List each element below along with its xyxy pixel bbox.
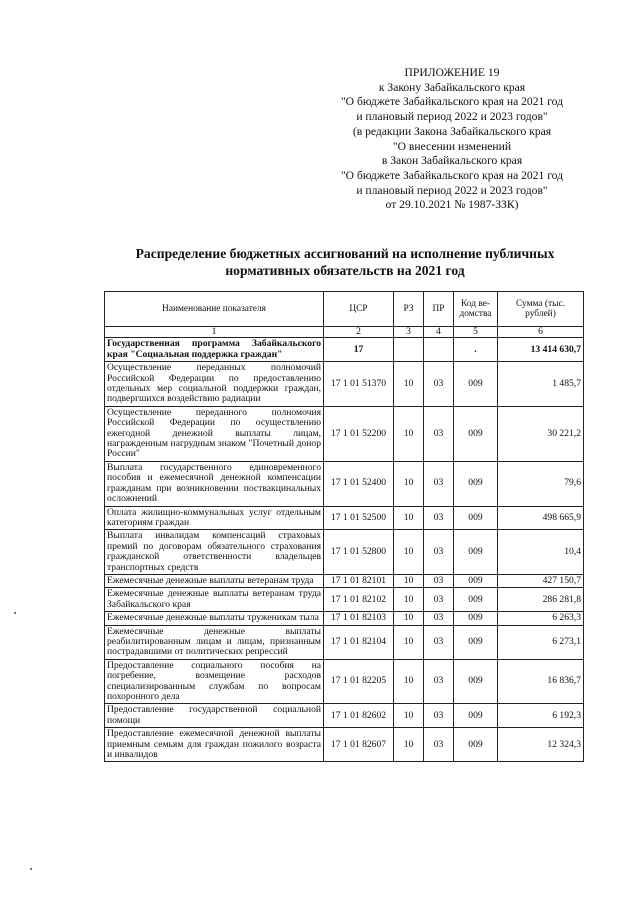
- row-rz: 10: [394, 625, 424, 659]
- row-sum: 10,4: [498, 530, 584, 575]
- header-pr: ПР: [424, 292, 454, 327]
- row-name: Предоставление социального пособия на погребение, возмещение расходов специализированным службам по вопросам похоронного дела: [105, 659, 324, 704]
- row-rz: 10: [394, 574, 424, 587]
- row-name: Ежемесячные денежные выплаты ветеранам труда: [105, 574, 324, 587]
- row-name: Осуществление переданного полномочия Российской Федерации по осуществлению ежегодной денежной выплаты лицам, награжденным нагрудным знаком "Почетный донор России": [105, 406, 324, 461]
- row-pr: 03: [424, 574, 454, 587]
- table-row: [105, 704, 584, 728]
- row-name: Предоставление ежемесячной денежной выплаты приемным семьям для граждан пожилого возраста и инвалидов: [105, 728, 324, 762]
- row-rz: 10: [394, 461, 424, 506]
- table-row: [105, 625, 584, 659]
- row-code: 009: [454, 506, 498, 530]
- column-number: 1: [105, 327, 324, 338]
- header-line: "О бюджете Забайкальского края на 2021 год: [340, 95, 564, 109]
- table-row: [105, 338, 584, 362]
- row-code: 009: [454, 574, 498, 587]
- row-pr: [424, 338, 454, 362]
- row-name: Оплата жилищно-коммунальных услуг отдельным категориям граждан: [105, 506, 324, 530]
- row-csr: 17 1 01 82104: [324, 625, 394, 659]
- row-csr: 17 1 01 51370: [324, 362, 394, 407]
- column-number: 5: [454, 327, 498, 338]
- row-sum: 16 836,7: [498, 659, 584, 704]
- row-pr: 03: [424, 612, 454, 625]
- row-code: 009: [454, 728, 498, 762]
- row-rz: 10: [394, 530, 424, 575]
- row-csr: 17 1 01 52500: [324, 506, 394, 530]
- table-row: [105, 659, 584, 704]
- header-line: от 29.10.2021 № 1987-ЗЗК): [385, 198, 519, 212]
- row-sum: 30 221,2: [498, 406, 584, 461]
- row-code: 009: [454, 612, 498, 625]
- row-code: 009: [454, 406, 498, 461]
- table-row: [105, 506, 584, 530]
- scan-speck: [14, 612, 16, 614]
- row-rz: 10: [394, 659, 424, 704]
- row-code: 009: [454, 461, 498, 506]
- row-csr: 17 1 01 82205: [324, 659, 394, 704]
- column-number: 4: [424, 327, 454, 338]
- row-name: Государственная программа Забайкальского края "Социальная поддержка граждан": [105, 338, 324, 362]
- row-code: 009: [454, 704, 498, 728]
- row-csr: 17 1 01 52800: [324, 530, 394, 575]
- header-line: и плановый период 2022 и 2023 годов": [356, 110, 548, 124]
- row-pr: 03: [424, 659, 454, 704]
- budget-table: [104, 291, 584, 762]
- row-code: 009: [454, 625, 498, 659]
- header-line: и плановый период 2022 и 2023 годов": [356, 183, 548, 197]
- row-rz: 10: [394, 612, 424, 625]
- table-row: [105, 588, 584, 612]
- row-rz: 10: [394, 506, 424, 530]
- table-header-row: [105, 292, 584, 327]
- row-pr: 03: [424, 506, 454, 530]
- row-sum: 13 414 630,7: [498, 338, 584, 362]
- header-line: в Закон Забайкальского края: [381, 154, 523, 168]
- column-number: 3: [394, 327, 424, 338]
- row-sum: 79,6: [498, 461, 584, 506]
- row-csr: 17 1 01 52200: [324, 406, 394, 461]
- row-pr: 03: [424, 362, 454, 407]
- appendix-header: [318, 66, 586, 213]
- row-code: 009: [454, 659, 498, 704]
- row-rz: [394, 338, 424, 362]
- row-rz: 10: [394, 362, 424, 407]
- row-sum: 286 281,8: [498, 588, 584, 612]
- title-line-2: нормативных обязательств на 2021 год: [225, 263, 465, 278]
- row-pr: 03: [424, 588, 454, 612]
- table-row: [105, 574, 584, 587]
- row-sum: 6 263,3: [498, 612, 584, 625]
- row-csr: 17 1 01 82101: [324, 574, 394, 587]
- row-pr: 03: [424, 461, 454, 506]
- title-line-1: Распределение бюджетных ассигнований на исполнение публичных: [135, 246, 555, 261]
- row-csr: 17 1 01 82607: [324, 728, 394, 762]
- row-csr: 17: [324, 338, 394, 362]
- row-name: Осуществление переданных полномочий Российской Федерации по предоставлению отдельных мер социальной поддержки граждан, подвергшихся воздействию радиации: [105, 362, 324, 407]
- row-name: Выплата инвалидам компенсаций страховых премий по договорам обязательного страхования гражданской ответственности владельцев транспортных средств: [105, 530, 324, 575]
- row-pr: 03: [424, 728, 454, 762]
- row-code: .: [454, 338, 498, 362]
- header-line: "О бюджете Забайкальского края на 2021 год: [340, 168, 564, 182]
- row-name: Ежемесячные денежные выплаты труженикам тыла: [105, 612, 324, 625]
- column-number-row: [105, 327, 584, 338]
- header-csr: ЦСР: [324, 292, 394, 327]
- header-code: Код ве-домства: [454, 292, 498, 327]
- header-line: (в редакции Закона Забайкальского края: [352, 124, 552, 138]
- column-number: 6: [498, 327, 584, 338]
- row-code: 009: [454, 530, 498, 575]
- appendix-number: ПРИЛОЖЕНИЕ 19: [404, 66, 500, 79]
- table-row: [105, 406, 584, 461]
- row-csr: 17 1 01 82602: [324, 704, 394, 728]
- table-row: [105, 362, 584, 407]
- row-rz: 10: [394, 728, 424, 762]
- row-csr: 17 1 01 82103: [324, 612, 394, 625]
- row-code: 009: [454, 588, 498, 612]
- document-title: [110, 245, 580, 279]
- header-rz: РЗ: [394, 292, 424, 327]
- row-name: Ежемесячные денежные выплаты ветеранам труда Забайкальского края: [105, 588, 324, 612]
- table-row: [105, 612, 584, 625]
- row-sum: 12 324,3: [498, 728, 584, 762]
- row-csr: 17 1 01 52400: [324, 461, 394, 506]
- row-sum: 6 192,3: [498, 704, 584, 728]
- row-name: Предоставление государственной социальной помощи: [105, 704, 324, 728]
- header-line: к Закону Забайкальского края: [378, 80, 526, 94]
- row-name: Ежемесячные денежные выплаты реабилитированным лицам и лицам, признанным пострадавшими от политических репрессий: [105, 625, 324, 659]
- scan-speck: [30, 868, 32, 870]
- header-name: Наименование показателя: [105, 292, 324, 327]
- row-name: Выплата государственного единовременного пособия и ежемесячной денежной компенсации гражданам при возникновении поствакцинальных осложнений: [105, 461, 324, 506]
- row-pr: 03: [424, 530, 454, 575]
- header-line: "О внесении изменений: [392, 139, 512, 153]
- row-rz: 10: [394, 588, 424, 612]
- row-pr: 03: [424, 704, 454, 728]
- row-rz: 10: [394, 704, 424, 728]
- header-sum: Сумма (тыс. рублей): [498, 292, 584, 327]
- table-row: [105, 728, 584, 762]
- row-sum: 427 150,7: [498, 574, 584, 587]
- row-csr: 17 1 01 82102: [324, 588, 394, 612]
- row-pr: 03: [424, 406, 454, 461]
- row-sum: 6 273,1: [498, 625, 584, 659]
- row-rz: 10: [394, 406, 424, 461]
- table-row: [105, 461, 584, 506]
- row-sum: 1 485,7: [498, 362, 584, 407]
- row-code: 009: [454, 362, 498, 407]
- row-pr: 03: [424, 625, 454, 659]
- column-number: 2: [324, 327, 394, 338]
- row-sum: 498 665,9: [498, 506, 584, 530]
- table-row: [105, 530, 584, 575]
